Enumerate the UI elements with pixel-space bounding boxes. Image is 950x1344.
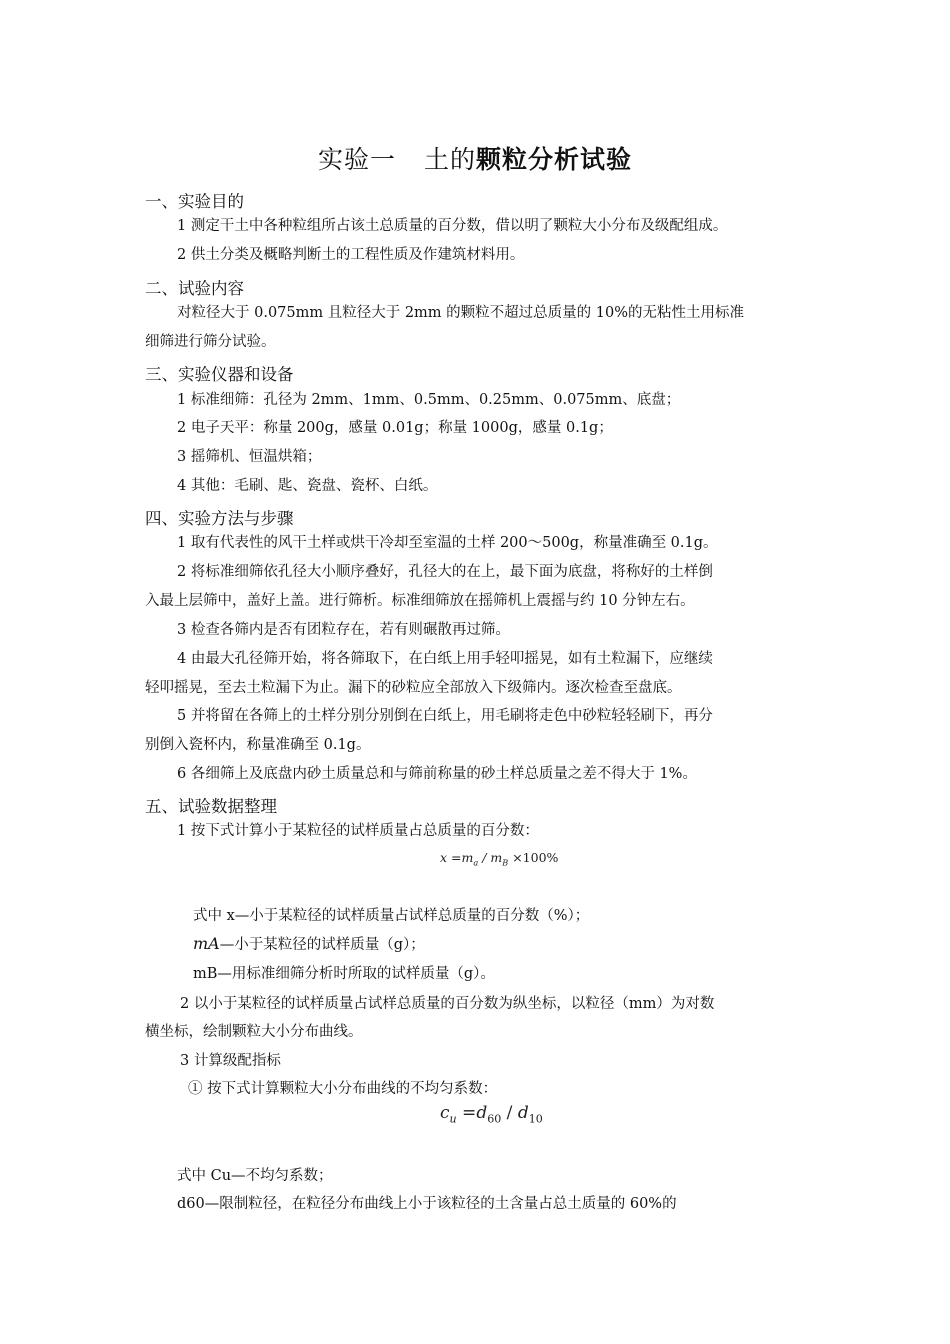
paragraph-line: 3 计算级配指标 <box>180 1053 281 1069</box>
paragraph-line: 5 并将留在各筛上的土样分别分别倒在白纸上，用毛刷将走色中砂粒轻轻刷下，再分 <box>177 708 713 724</box>
paragraph-line: 4 由最大孔径筛开始，将各筛取下，在白纸上用手轻叩摇晃，如有土粒漏下，应继续 <box>177 651 713 667</box>
paragraph-line: 横坐标，绘制颗粒大小分布曲线。 <box>145 1024 363 1040</box>
paragraph-line: 3 检查各筛内是否有团粒存在，若有则碾散再过筛。 <box>177 622 510 638</box>
paragraph-line: d60—限制粒径，在粒径分布曲线上小于该粒径的土含量占总土质量的 60%的 <box>177 1196 677 1212</box>
paragraph-line: 2 供土分类及概略判断土的工程性质及作建筑材料用。 <box>177 247 525 263</box>
paragraph-line: 3 摇筛机、恒温烘箱； <box>177 449 322 465</box>
paragraph-line: 对粒径大于 0.075mm 且粒径大于 2mm 的颗粒不超过总质量的 10%的无粘性土用标准 <box>177 305 745 321</box>
paragraph-line: 轻叩摇晃，至去土粒漏下为止。漏下的砂粒应全部放入下级筛内。逐次检查至盘底。 <box>145 680 682 696</box>
page-title: 实验一 土的颗粒分析试验 <box>317 145 633 174</box>
formula-percent-passing: $x =m_a / m_B \times 100\%$ <box>440 850 559 868</box>
paragraph-line: 别倒入瓷杯内，称量准确至 0.1g。 <box>145 737 371 753</box>
section-heading-5: 五、试验数据整理 <box>145 797 277 816</box>
paragraph-line: ① 按下式计算颗粒大小分布曲线的不均匀系数： <box>188 1081 498 1097</box>
paragraph-line: 1 标准细筛：孔径为 2mm、1mm、0.5mm、0.25mm、0.075mm、底盘； <box>177 392 681 408</box>
paragraph-line: 6 各细筛上及底盘内砂土质量总和与筛前称量的砂土样总质量之差不得大于 1%。 <box>177 766 697 782</box>
paragraph-line: mA—小于某粒径的试样质量（g）； <box>193 934 425 953</box>
paragraph-line: 式中 Cu—不均匀系数； <box>177 1168 333 1184</box>
section-heading-4: 四、实验方法与步骤 <box>145 509 294 528</box>
section-heading-3: 三、实验仪器和设备 <box>145 365 294 384</box>
paragraph-line: 1 取有代表性的风干土样或烘干冷却至室温的土样 200～500g，称量准确至 0.1g。 <box>177 535 718 551</box>
formula-uniformity-coefficient: $c_u =d_{60} / d_{10}$ <box>440 1103 543 1126</box>
paragraph-line: 1 按下式计算小于某粒径的试样质量占总质量的百分数： <box>177 823 539 839</box>
paragraph-line: 入最上层筛中，盖好上盖。进行筛析。标准细筛放在摇筛机上震摇与约 10 分钟左右。 <box>145 593 695 609</box>
paragraph-line: 式中 x—小于某粒径的试样质量占试样总质量的百分数（%）； <box>193 908 590 924</box>
section-heading-1: 一、实验目的 <box>145 192 244 211</box>
paragraph-line: 4 其他：毛刷、匙、瓷盘、瓷杯、白纸。 <box>177 478 438 494</box>
paragraph-line: 2 将标准细筛依孔径大小顺序叠好，孔径大的在上，最下面为底盘，将称好的土样倒 <box>177 564 713 580</box>
paragraph-line: 细筛进行筛分试验。 <box>145 334 276 350</box>
paragraph-line: mB—用标准细筛分析时所取的试样质量（g）。 <box>193 966 495 982</box>
section-heading-2: 二、试验内容 <box>145 279 244 298</box>
paragraph-line: 2 电子天平：称量 200g，感量 0.01g；称量 1000g，感量 0.1g； <box>177 420 613 436</box>
paragraph-line: 1 测定干土中各种粒组所占该土总质量的百分数，借以明了颗粒大小分布及级配组成。 <box>177 218 728 234</box>
paragraph-line: 2 以小于某粒径的试样质量占试样总质量的百分数为纵坐标，以粒径（mm）为对数 <box>180 996 715 1012</box>
